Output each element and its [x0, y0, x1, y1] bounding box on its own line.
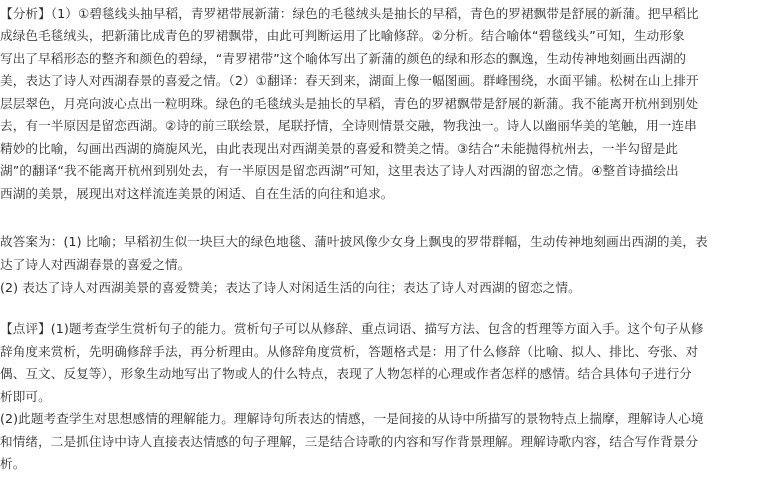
answer-line: 达了诗人对西湖春景的喜爱之情。: [0, 257, 191, 272]
comment-line: 【点评】(1)题考查学生赏析句子的能力。赏析句子可以从修辞、重点词语、描写方法、包含的哲理等方面入手。这个句子从修: [0, 321, 704, 336]
analysis-line: 【分析】（1）①碧毯线头抽早稻，青罗裙带展新蒲：绿色的毛毯绒头是抽长的早稻，青色的罗裙飘带是舒展的新蒲。把早稻比: [0, 6, 699, 21]
analysis-line: 精妙的比喻，勾画出西湖的旖旎风光，由此表现出对西湖美景的喜爱和赞美之情。③结合“未能抛得杭州去，一半勾留是此: [0, 141, 679, 156]
answer-line: (2) 表达了诗人对西湖美景的喜爱赞美；表达了诗人对闲适生活的向往；表达了诗人对西湖的留恋之情。: [0, 280, 581, 295]
answer-line: 故答案为：(1) 比喻；早稻初生似一块巨大的绿色地毯、蒲叶披风像少女身上飘曳的罗带群幅，生动传神地刻画出西湖的美，表: [0, 234, 708, 249]
analysis-line: 成绿色毛毯绒头，把新蒲比成青色的罗裙飘带，由此可判断运用了比喻修辞。②分析。结合喻体“碧毯线头”可知，生动形象: [0, 28, 685, 43]
analysis-line: 西湖的美景，展现出对这样流连美景的闲适、自在生活的向往和追求。: [0, 186, 394, 201]
analysis-line: 层层翠色，月亮向波心点出一粒明珠。绿色的毛毯绒头是抽长的早稻，青色的罗裙飘带是舒展的新蒲。我不能离开杭州到别处: [0, 96, 699, 111]
analysis-line: 湖”的翻译“我不能离开杭州到别处去，有一半原因是留恋西湖”可知，这里表达了诗人对西湖的留恋之情。④整首诗描绘出: [0, 163, 679, 178]
comment-line: 析即可。: [0, 389, 51, 404]
comment-line: (2)此题考查学生对思想感情的理解能力。理解诗句所表达的情感，一是间接的从诗中所描写的景物特点上揣摩，理解诗人心境: [0, 411, 704, 426]
comment-line: 析。: [0, 456, 26, 471]
analysis-line: 写出了早稻形态的整齐和颜色的碧绿，“青罗裙带”这个喻体写出了新蒲的颜色的绿和形态的飘逸，生动传神地刻画出西湖的: [0, 51, 687, 66]
analysis-line: 美，表达了诗人对西湖春景的喜爱之情。（2）①翻译：春天到来，湖面上像一幅图画。群峰围绕，水面平铺。松树在山上排开: [0, 73, 699, 88]
comment-line: 偶、互文、反复等），形象生动地写出了物或人的什么特点，表现了人物怎样的心理或作者怎样的感情。结合具体句子进行分: [0, 366, 692, 381]
comment-line: 辞角度来赏析，先明确修辞手法，再分析理由。从修辞角度赏析，答题格式是：用了什么修辞（比喻、拟人、排比、夸张、对: [0, 344, 699, 359]
comment-line: 和情绪，二是抓住诗中诗人直接表达情感的句子理解，三是结合诗歌的内容和写作背景理解。理解诗歌内容，结合写作背景分: [0, 434, 699, 449]
analysis-line: 去，有一半原因是留恋西湖。②诗的前三联绘景，尾联抒情，全诗则情景交融，物我浊一。诗人以幽丽华美的笔触，用一连串: [0, 118, 697, 133]
